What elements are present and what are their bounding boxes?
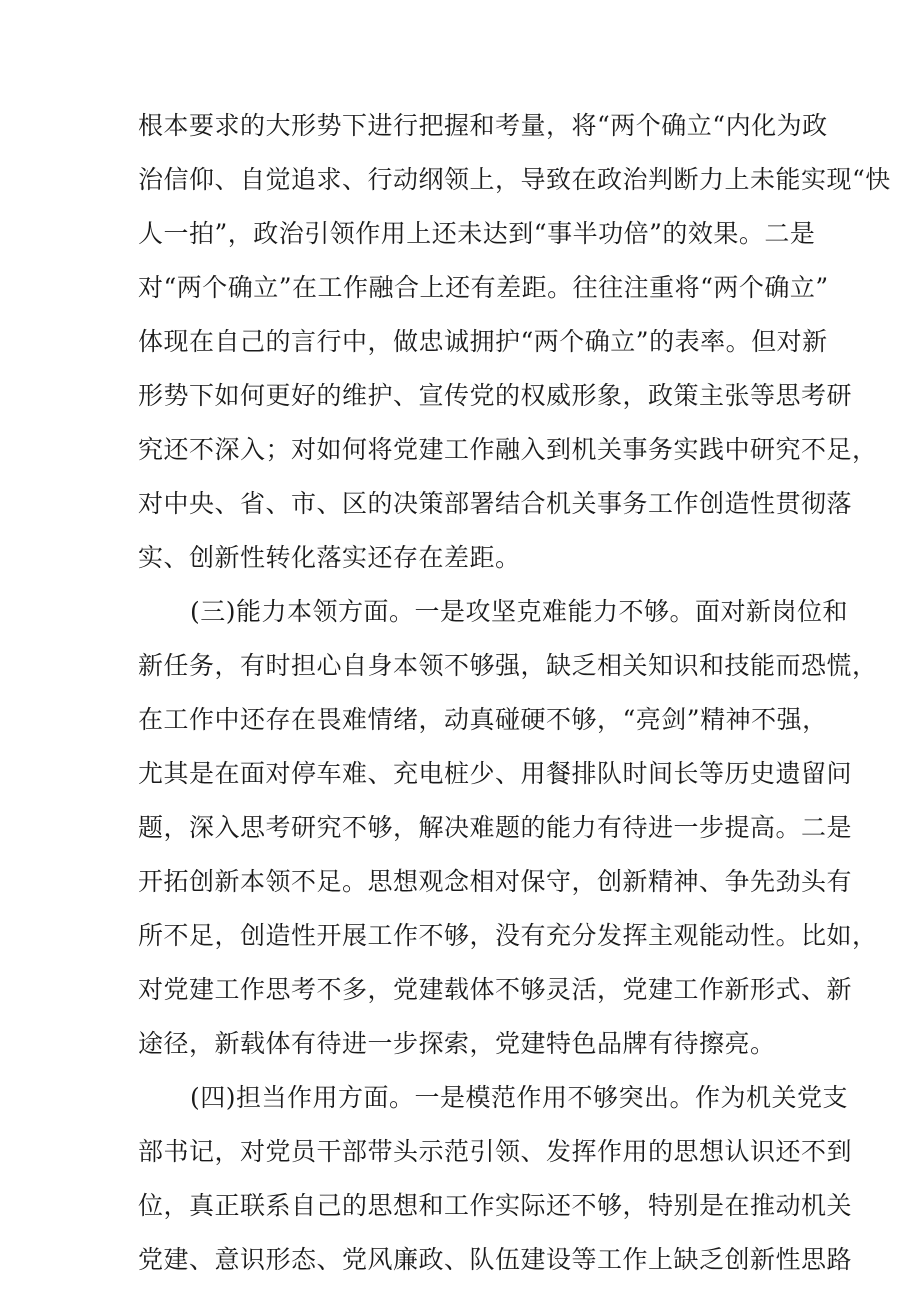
text-line: 对“两个确立”在工作融合上还有差距。往往注重将“两个确立” bbox=[138, 273, 829, 302]
text-line: 究还不深入；对如何将党建工作融入到机关事务实践中研究不足， bbox=[138, 435, 878, 464]
text-line: 党建、意识形态、党风廉政、队伍建设等工作上缺乏创新性思路 bbox=[138, 1245, 853, 1274]
text-line: 部书记，对党员干部带头示范引领、发挥作用的思想认识还不到 bbox=[138, 1137, 853, 1166]
section-heading-line: (三)能力本领方面。一是攻坚克难能力不够。面对新岗位和 bbox=[190, 597, 849, 626]
text-line: 人一拍”，政治引领作用上还未达到“事半功倍”的效果。二是 bbox=[138, 219, 816, 248]
text-line: 题，深入思考研究不够，解决难题的能力有待进一步提高。二是 bbox=[138, 813, 853, 842]
text-line: 所不足，创造性开展工作不够，没有充分发挥主观能动性。比如， bbox=[138, 921, 878, 950]
text-line: 位，真正联系自己的思想和工作实际还不够，特别是在推动机关 bbox=[138, 1191, 853, 1220]
text-line: 对党建工作思考不多，党建载体不够灵活，党建工作新形式、新 bbox=[138, 975, 853, 1004]
text-line: 根本要求的大形势下进行把握和考量，将“两个确立“内化为政 bbox=[138, 111, 828, 140]
text-line: 在工作中还存在畏难情绪，动真碰硬不够，“亮剑”精神不强， bbox=[138, 705, 828, 734]
section-heading-line: (四)担当作用方面。一是模范作用不够突出。作为机关党支 bbox=[190, 1083, 849, 1112]
text-line: 尤其是在面对停车难、充电桩少、用餐排队时间长等历史遗留问 bbox=[138, 759, 853, 788]
text-line: 体现在自己的言行中，做忠诚拥护“两个确立”的表率。但对新 bbox=[138, 327, 828, 356]
text-line: 对中央、省、市、区的决策部署结合机关事务工作创造性贯彻落 bbox=[138, 489, 853, 518]
text-line: 开拓创新本领不足。思想观念相对保守，创新精神、争先劲头有 bbox=[138, 867, 853, 896]
text-line-paragraph-end: 实、创新性转化落实还存在差距。 bbox=[138, 543, 521, 572]
text-line-paragraph-end: 途径，新载体有待进一步探索，党建特色品牌有待擦亮。 bbox=[138, 1029, 776, 1058]
text-line: 治信仰、自觉追求、行动纲领上，导致在政治判断力上未能实现“快 bbox=[138, 165, 891, 194]
text-line: 形势下如何更好的维护、宣传党的权威形象，政策主张等思考研 bbox=[138, 381, 853, 410]
text-line: 新任务，有时担心自身本领不够强，缺乏相关知识和技能而恐慌， bbox=[138, 651, 878, 680]
